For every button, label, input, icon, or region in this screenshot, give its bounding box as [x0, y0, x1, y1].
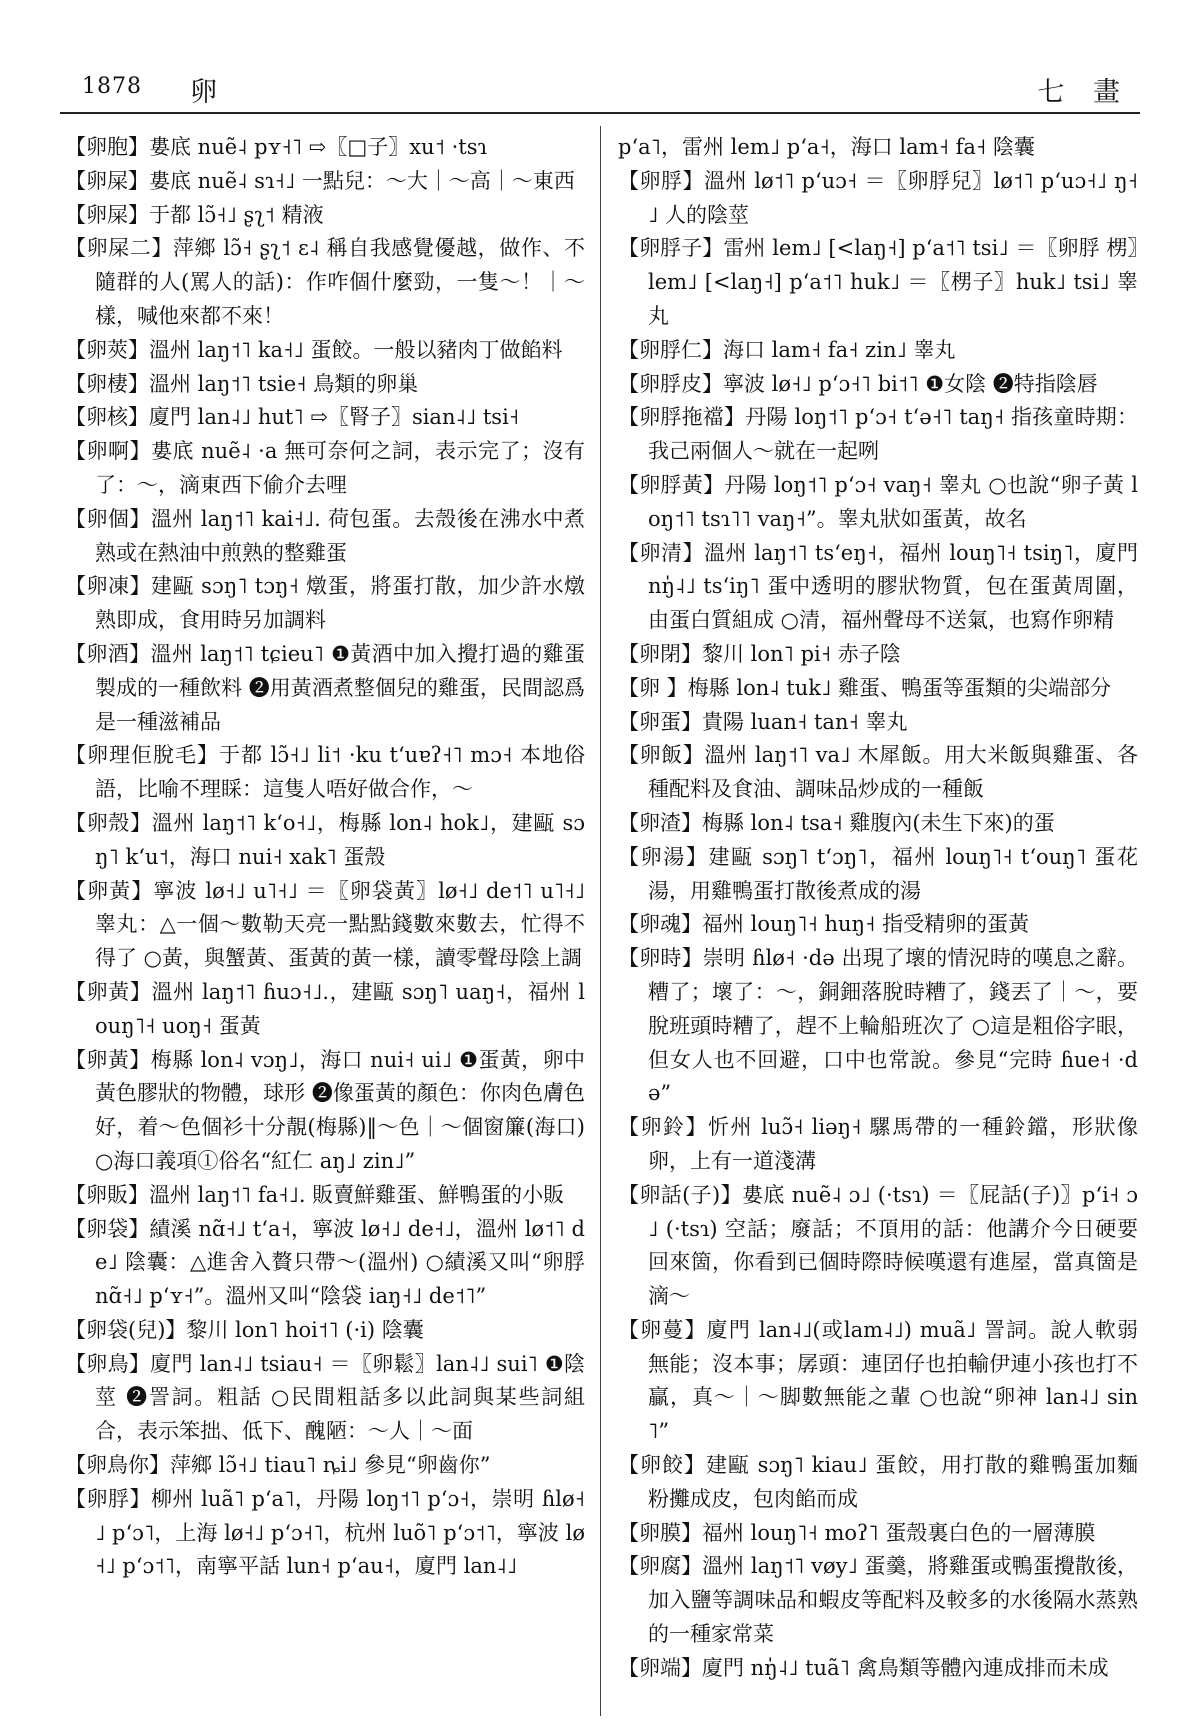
dictionary-entry: 【卵黃】寧波 lø˧˩ u˥˧˩ ＝〖卵袋黃〗lø˧˩ de˦˥ u˥˧˩ 睾丸：△一個～數勒天亮一點點錢數來數去，忙得不得了 ○黃，與蟹黃、蛋黃的黃一樣，讀零聲母陰上調 [65, 878, 585, 971]
dictionary-entry: 【卵袋】績溪 nɑ̃˧˩ tʻa˧，寧波 lø˧˩ de˧˩，溫州 lø˦˥ de˩ 陰囊：△進舍入贅只帶～(溫州) ○績溪又叫“卵脬 nɑ̃˧˩ pʻʏ˧”。溫州又叫“陰袋 iaŋ˧˩ de˦˥” [65, 1216, 585, 1309]
section-heading: 七 畫 [1037, 77, 1130, 108]
dictionary-entry: 【卵棲】溫州 laŋ˦˥ tsie˧ 鳥類的卵巢 [65, 371, 419, 396]
dictionary-entry: 【卵黃】梅縣 lon˨ vɔŋ˩，海口 nui˧ ui˩ ❶蛋黃，卵中黃色膠狀的物體，球形 ❷像蛋黃的顏色：你肉色膚色好，着～色個衫十分靚(梅縣)‖～色｜～個窗簾(海口) ○海口義項①俗名“紅仁 aŋ˩ zin˩” [65, 1047, 585, 1173]
dictionary-entry: 【卵湯】建甌 sɔŋ˥ tʻɔŋ˥，福州 louŋ˥˧ tʻouŋ˥ 蛋花湯，用雞鴨蛋打散後煮成的湯 [618, 844, 1138, 903]
right-column [618, 131, 1138, 1711]
dictionary-entry: 【卵餃】建甌 sɔŋ˥ kiau˩ 蛋餃，用打散的雞鴨蛋加麵粉攤成皮，包肉餡而成 [618, 1453, 1138, 1511]
dictionary-entry: 【卵腐】溫州 laŋ˦˥ vøy˩ 蛋羹，將雞蛋或鴨蛋攪散後，加入鹽等調味品和蝦皮等配料及較多的水後隔水蒸熟的一種家常菜 [618, 1554, 1138, 1647]
dictionary-entry: 【卵黃】溫州 laŋ˦˥ ɦuɔ˧˩.，建甌 sɔŋ˥ uaŋ˧，福州 louŋ˥˧ uoŋ˧ 蛋黃 [65, 979, 585, 1038]
left-column [65, 131, 585, 1711]
dictionary-entry: 【卵脬子】雷州 lem˩ [<laŋ˧] pʻa˦˥ tsi˩ ＝〖卵脬 㭷〗lem˩ [<laŋ˧] pʻa˦˥ huk˩ ＝〖㭷子〗huk˩ tsi˩ 睾丸 [618, 236, 1138, 328]
dictionary-entry: 【卵端】廈門 nŋ̍˨˩ tuã˥ 禽鳥類等體內連成排而未成 [618, 1655, 1109, 1680]
dictionary-entry: 【卵 】梅縣 lon˨ tuk˩ 雞蛋、鴨蛋等蛋類的尖端部分 [618, 675, 1111, 700]
dictionary-entry: 【卵酒】溫州 laŋ˦˥ tɕieu˥ ❶黃酒中加入攪打過的雞蛋製成的一種飲料 ❷用黃酒煮整個兒的雞蛋，民間認爲是一種滋補品 [65, 641, 585, 734]
dictionary-entry: 【卵飯】溫州 laŋ˦˥ va˩ 木犀飯。用大米飯與雞蛋、各種配料及食油、調味品炒成的一種飯 [618, 743, 1138, 802]
dictionary-entry: 【卵脬】柳州 luã˥ pʻa˥，丹陽 loŋ˦˥ pʻɔ˧，崇明 ɦlø˧˩ pʻɔ˥，上海 lø˧˩ pʻɔ˧˥，杭州 luõ˥ pʻɔ˦˥，寧波 lø˧˩ pʻɔ˦˥，南寧平話 lun˧ pʻau˧，廈門 lan˨˩ [65, 1486, 585, 1579]
dictionary-entry: 【卵話(子)】婁底 nuẽ˨ ɔ˩ (·tsɿ) ＝〖屁話(子)〗pʻi˧ ɔ˩ (·tsɿ) 空話；廢話；不頂用的話：他講介今日硬要回來箇，你看到已個時際時候嘆還有進屋，當真箇是滴～ [618, 1182, 1138, 1309]
dictionary-entry: 【卵屎二】萍鄉 lɔ̃˧ ʂʅ˦ ɛ˨ 稱自我感覺優越，做作、不隨群的人(罵人的話)：作咋個什麼勁，一隻～！｜～樣，喊他來都不來！ [65, 236, 585, 328]
dictionary-entry: 【卵蔓】廈門 lan˨˩(或lam˨˩) muã˩ 詈詞。說人軟弱無能；沒本事；孱頭：連囝仔也拍輸伊連小孩也打不贏，真～｜～脚數無能之輩 ○也說“卵神 lan˨˩ sin˥” [618, 1317, 1138, 1444]
dictionary-entry: 【卵閉】黎川 lon˥ pi˧ 赤子陰 [618, 641, 901, 666]
dictionary-entry: 【卵理佢脫毛】于都 lɔ̃˧˩ li˦ ·ku tʻuɐʔ˧˥ mɔ˧ 本地俗語，比喻不理睬：這隻人唔好做合作，～ [65, 743, 585, 802]
dictionary-entry: 【卵渣】梅縣 lon˨ tsa˧ 雞腹內(未生下來)的蛋 [618, 810, 1055, 835]
dictionary-entry: 【卵脬】溫州 lø˦˥ pʻuɔ˧ ＝〖卵脬兒〗lø˦˥ pʻuɔ˧˩ ŋ˧˩ 人的陰莖 [618, 168, 1138, 227]
dictionary-entry: 【卵膜】福州 louŋ˥˧ moʔ˥ 蛋殼裏白色的一層薄膜 [618, 1520, 1096, 1545]
dictionary-entry: 【卵屎】于都 lɔ̃˧˩ ʂʅ˦ 精液 [65, 202, 324, 227]
page-header [60, 62, 1140, 114]
dictionary-entry: 【卵核】廈門 lan˨˩ hut˥ ⇨〖腎子〗sian˨˩ tsi˧ [65, 405, 520, 430]
dictionary-entry: 【卵販】溫州 laŋ˦˥ fa˧˩. 販賣鮮雞蛋、鮮鴨蛋的小販 [65, 1182, 565, 1207]
dictionary-entry: 【卵鈴】忻州 luɔ̃˧ liəŋ˧ 騾馬帶的一種鈴鐺，形狀像卵，上有一道淺溝 [618, 1115, 1138, 1173]
page-number: 1878 [82, 74, 142, 99]
dictionary-entry: 【卵啊】婁底 nuẽ˨ ·a 無可奈何之詞，表示完了；沒有了：～，滴東西下偷介去哩 [65, 439, 585, 497]
dictionary-entry: 【卵凍】建甌 sɔŋ˥ tɔŋ˧ 燉蛋，將蛋打散，加少許水燉熟即成，食用時另加調料 [65, 574, 585, 633]
dictionary-entry: 【卵脬仁】海口 lam˧ fa˧ zin˩ 睾丸 [618, 337, 956, 362]
dictionary-entry: 【卵脬拖襠】丹陽 loŋ˦˥ pʻɔ˧ tʻə˧˥ taŋ˧ 指孩童時期：我己兩個人～就在一起咧 [618, 405, 1138, 464]
dictionary-entry: 【卵脬黃】丹陽 loŋ˦˥ pʻɔ˧ vaŋ˧ 睾丸 ○也說“卵子黃 loŋ˦˥ tsɿ˥˥ vaŋ˧”。睾丸狀如蛋黃，故名 [618, 472, 1138, 531]
dictionary-entry: 【卵魂】福州 louŋ˥˧ huŋ˧ 指受精卵的蛋黃 [618, 912, 1030, 937]
dictionary-entry: pʻa˥，雷州 lem˩ pʻa˧，海口 lam˧ fa˧ 陰囊 [618, 135, 1035, 159]
dictionary-entry: 【卵鳥】廈門 lan˨˩ tsiau˧ ＝〖卵鬆〗lan˨˩ sui˥ ❶陰莖 ❷詈詞。粗話 ○民間粗話多以此詞與某些詞組合，表示笨拙、低下、醜陋：～人｜～面 [65, 1351, 585, 1444]
dictionary-entry: 【卵胞】婁底 nuẽ˨ pʏ˧˥ ⇨〖□子〗xu˦ ·tsɿ [65, 135, 488, 159]
dictionary-entry: 【卵個】溫州 laŋ˦˥ kai˧˩. 荷包蛋。去殼後在沸水中煮熟或在熱油中煎熟的整雞蛋 [65, 506, 585, 565]
dictionary-entry: 【卵袋(兒)】黎川 lon˥ hoi˦˥ (·i) 陰囊 [65, 1317, 424, 1342]
dictionary-entry: 【卵脬皮】寧波 lø˧˩ pʻɔ˧˥ bi˦˥ ❶女陰 ❷特指陰唇 [618, 371, 1098, 396]
dictionary-entry: 【卵莢】溫州 laŋ˦˥ ka˧˩ 蛋餃。一般以豬肉丁做餡料 [65, 337, 563, 362]
head-character: 卵 [190, 77, 217, 108]
dictionary-entry: 【卵清】溫州 laŋ˦˥ tsʻeŋ˧，福州 louŋ˥˧ tsiŋ˥，廈門 nŋ̍˨˩ tsʻiŋ˥ 蛋中透明的膠狀物質，包在蛋黃周圍，由蛋白質組成 ○清，福州聲母不送氣，也寫作卵精 [618, 540, 1138, 633]
column-divider [600, 126, 601, 1716]
dictionary-entry: 【卵殼】溫州 laŋ˦˥ kʻo˧˩，梅縣 lon˨ hok˩，建甌 sɔŋ˥ kʻu˦，海口 nui˧ xak˥ 蛋殼 [65, 810, 585, 869]
dictionary-entry: 【卵屎】婁底 nuẽ˨ sɿ˧˩ 一點兒：～大｜～高｜～東西 [65, 168, 575, 193]
dictionary-entry: 【卵時】崇明 ɦlø˧ ·də 出現了壞的情況時的嘆息之辭。糟了；壞了：～，銅鈿落脫時糟了，錢丟了｜～，要脫班頭時糟了，趕不上輪船班次了 ○這是粗俗字眼，但女人也不回避，口中也常說。參見“完時 ɦue˧ ·də” [618, 946, 1138, 1106]
dictionary-entry: 【卵鳥你】萍鄉 lɔ̃˧˩ tiau˥ ȵi˩ 參見“卵齒你” [65, 1453, 491, 1478]
dictionary-entry: 【卵蛋】貴陽 luan˧ tan˧ 睾丸 [618, 709, 908, 734]
